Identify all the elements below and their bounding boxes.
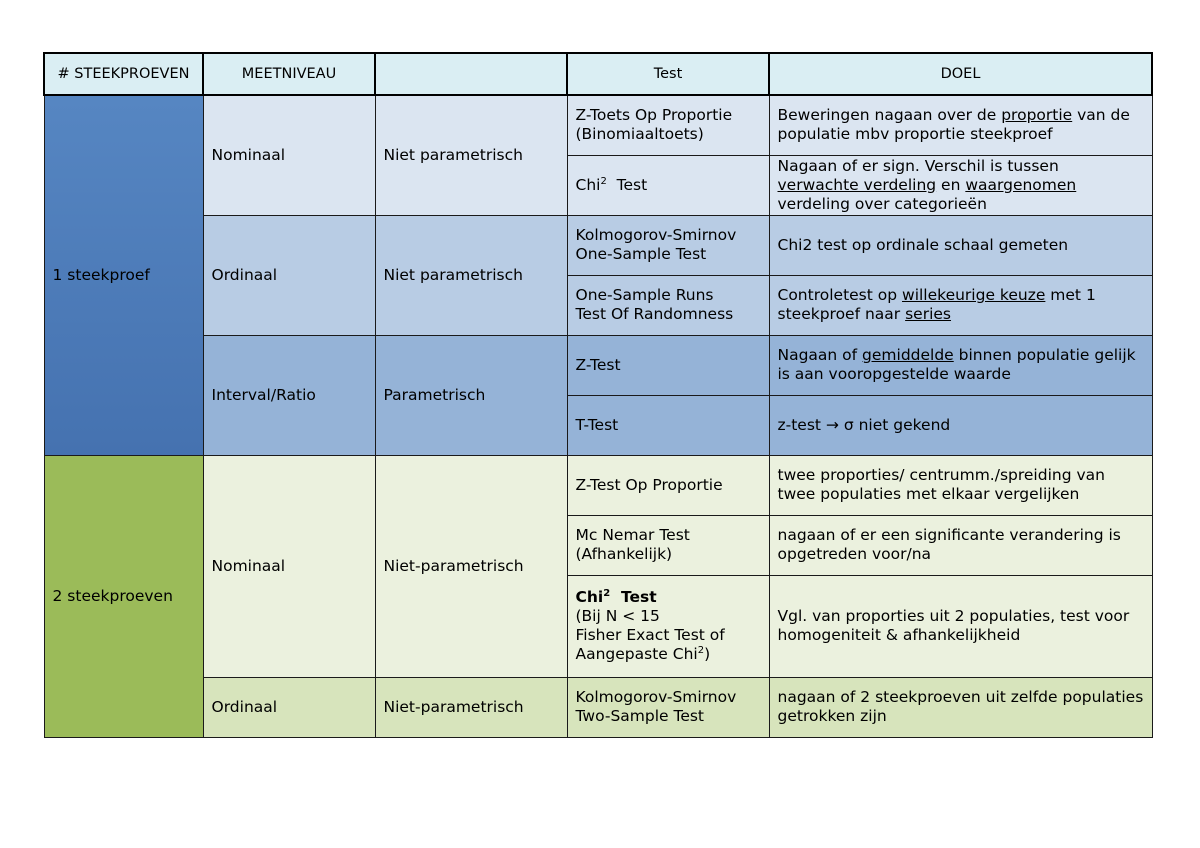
header-test: Test xyxy=(567,53,769,95)
goal-underline: verwachte verdeling xyxy=(777,175,937,194)
test-text: Test xyxy=(610,588,657,606)
test-line: One-Sample Test xyxy=(575,245,707,263)
table-row xyxy=(44,335,1152,395)
test-text: Aangepaste Chi xyxy=(575,645,698,663)
goal-z-proportion-two: twee proporties/ centrumm./spreiding van twee populaties met elkaar vergelijken xyxy=(769,455,1152,515)
goal-chi-square-two: Vgl. van proporties uit 2 populaties, test voor homogeniteit & afhankelijkheid xyxy=(769,575,1152,677)
goal-text: binnen populatie gelijk is aan vooropgestelde waarde xyxy=(777,346,1136,383)
goal-text: van de populatie mbv proportie steekproef xyxy=(777,106,1130,144)
test-line: Kolmogorov-Smirnov xyxy=(575,226,737,244)
group-one-sample-label: 1 steekproef xyxy=(44,95,203,455)
test-line: (Afhankelijk) xyxy=(575,545,673,563)
header-parametric xyxy=(375,53,567,95)
test-chi-square xyxy=(567,155,769,215)
header-row xyxy=(44,53,1152,95)
test-text: Chi xyxy=(575,175,601,194)
goal-underline: willekeurige keuze xyxy=(902,286,1046,304)
goal-text: verdeling over categorieën xyxy=(777,194,987,213)
goal-text: en xyxy=(936,175,966,194)
goal-ks-two-sample: nagaan of 2 steekproeven uit zelfde populaties getrokken zijn xyxy=(769,677,1152,737)
goal-text: Controletest op xyxy=(777,286,903,304)
level-interval-ratio: Interval/Ratio xyxy=(203,335,375,455)
level-ordinal: Ordinaal xyxy=(203,677,375,737)
test-chi-square-two xyxy=(567,575,769,677)
table-row xyxy=(44,95,1152,155)
type-non-parametric: Niet-parametrisch xyxy=(375,455,567,677)
test-line: Two-Sample Test xyxy=(575,707,705,725)
header-sample-count: # STEEKPROEVEN xyxy=(44,53,203,95)
group-two-samples-label: 2 steekproeven xyxy=(44,455,203,737)
header-goal: DOEL xyxy=(769,53,1152,95)
level-nominal: Nominaal xyxy=(203,455,375,677)
table-row xyxy=(44,215,1152,275)
goal-text: Nagaan of xyxy=(777,346,863,364)
goal-text: Nagaan of er sign. Verschil is tussen xyxy=(777,156,1059,175)
goal-mcnemar: nagaan of er een significante verandering is opgetreden voor/na xyxy=(769,515,1152,575)
type-non-parametric: Niet parametrisch xyxy=(375,215,567,335)
goal-underline: gemiddelde xyxy=(862,346,954,364)
goal-runs xyxy=(769,275,1152,335)
test-ks-one-sample xyxy=(567,215,769,275)
test-text: Test xyxy=(606,175,648,194)
level-ordinal: Ordinaal xyxy=(203,215,375,335)
goal-chi-square xyxy=(769,155,1152,215)
superscript: 2 xyxy=(600,175,607,187)
table-row xyxy=(44,677,1152,737)
superscript: 2 xyxy=(603,587,611,599)
level-nominal: Nominaal xyxy=(203,95,375,215)
goal-ks-one-sample: Chi2 test op ordinale schaal gemeten xyxy=(769,215,1152,275)
type-non-parametric: Niet parametrisch xyxy=(375,95,567,215)
test-text: Chi xyxy=(575,588,604,606)
table-row xyxy=(44,455,1152,515)
test-line: (Bij N < 15 xyxy=(575,607,660,625)
goal-z-proportion xyxy=(769,95,1152,155)
test-text: ) xyxy=(704,645,711,663)
test-z-proportion-two: Z-Test Op Proportie xyxy=(567,455,769,515)
test-ks-two-sample xyxy=(567,677,769,737)
goal-underline: proportie xyxy=(1001,106,1073,125)
test-runs xyxy=(567,275,769,335)
type-non-parametric: Niet-parametrisch xyxy=(375,677,567,737)
goal-t: z-test → σ niet gekend xyxy=(769,395,1152,455)
statistical-tests-table xyxy=(43,52,1153,738)
test-z: Z-Test xyxy=(567,335,769,395)
test-line: Mc Nemar Test xyxy=(575,526,690,544)
test-line: Z-Toets Op Proportie xyxy=(575,106,733,125)
test-line: Kolmogorov-Smirnov xyxy=(575,688,737,706)
goal-text: met 1 steekproef naar xyxy=(777,286,1096,323)
test-line: Test Of Randomness xyxy=(575,305,734,323)
test-mcnemar xyxy=(567,515,769,575)
test-line: Fisher Exact Test of xyxy=(575,626,725,644)
superscript: 2 xyxy=(697,644,705,656)
type-parametric: Parametrisch xyxy=(375,335,567,455)
header-measurement-level: MEETNIVEAU xyxy=(203,53,375,95)
test-line: (Binomiaaltoets) xyxy=(575,125,704,144)
goal-text: Beweringen nagaan over de xyxy=(777,106,1002,125)
test-line: One-Sample Runs xyxy=(575,286,714,304)
test-t: T-Test xyxy=(567,395,769,455)
test-title xyxy=(576,588,657,606)
test-z-proportion xyxy=(567,95,769,155)
goal-underline: waargenomen xyxy=(965,175,1077,194)
goal-z xyxy=(769,335,1152,395)
goal-underline: series xyxy=(905,305,952,323)
